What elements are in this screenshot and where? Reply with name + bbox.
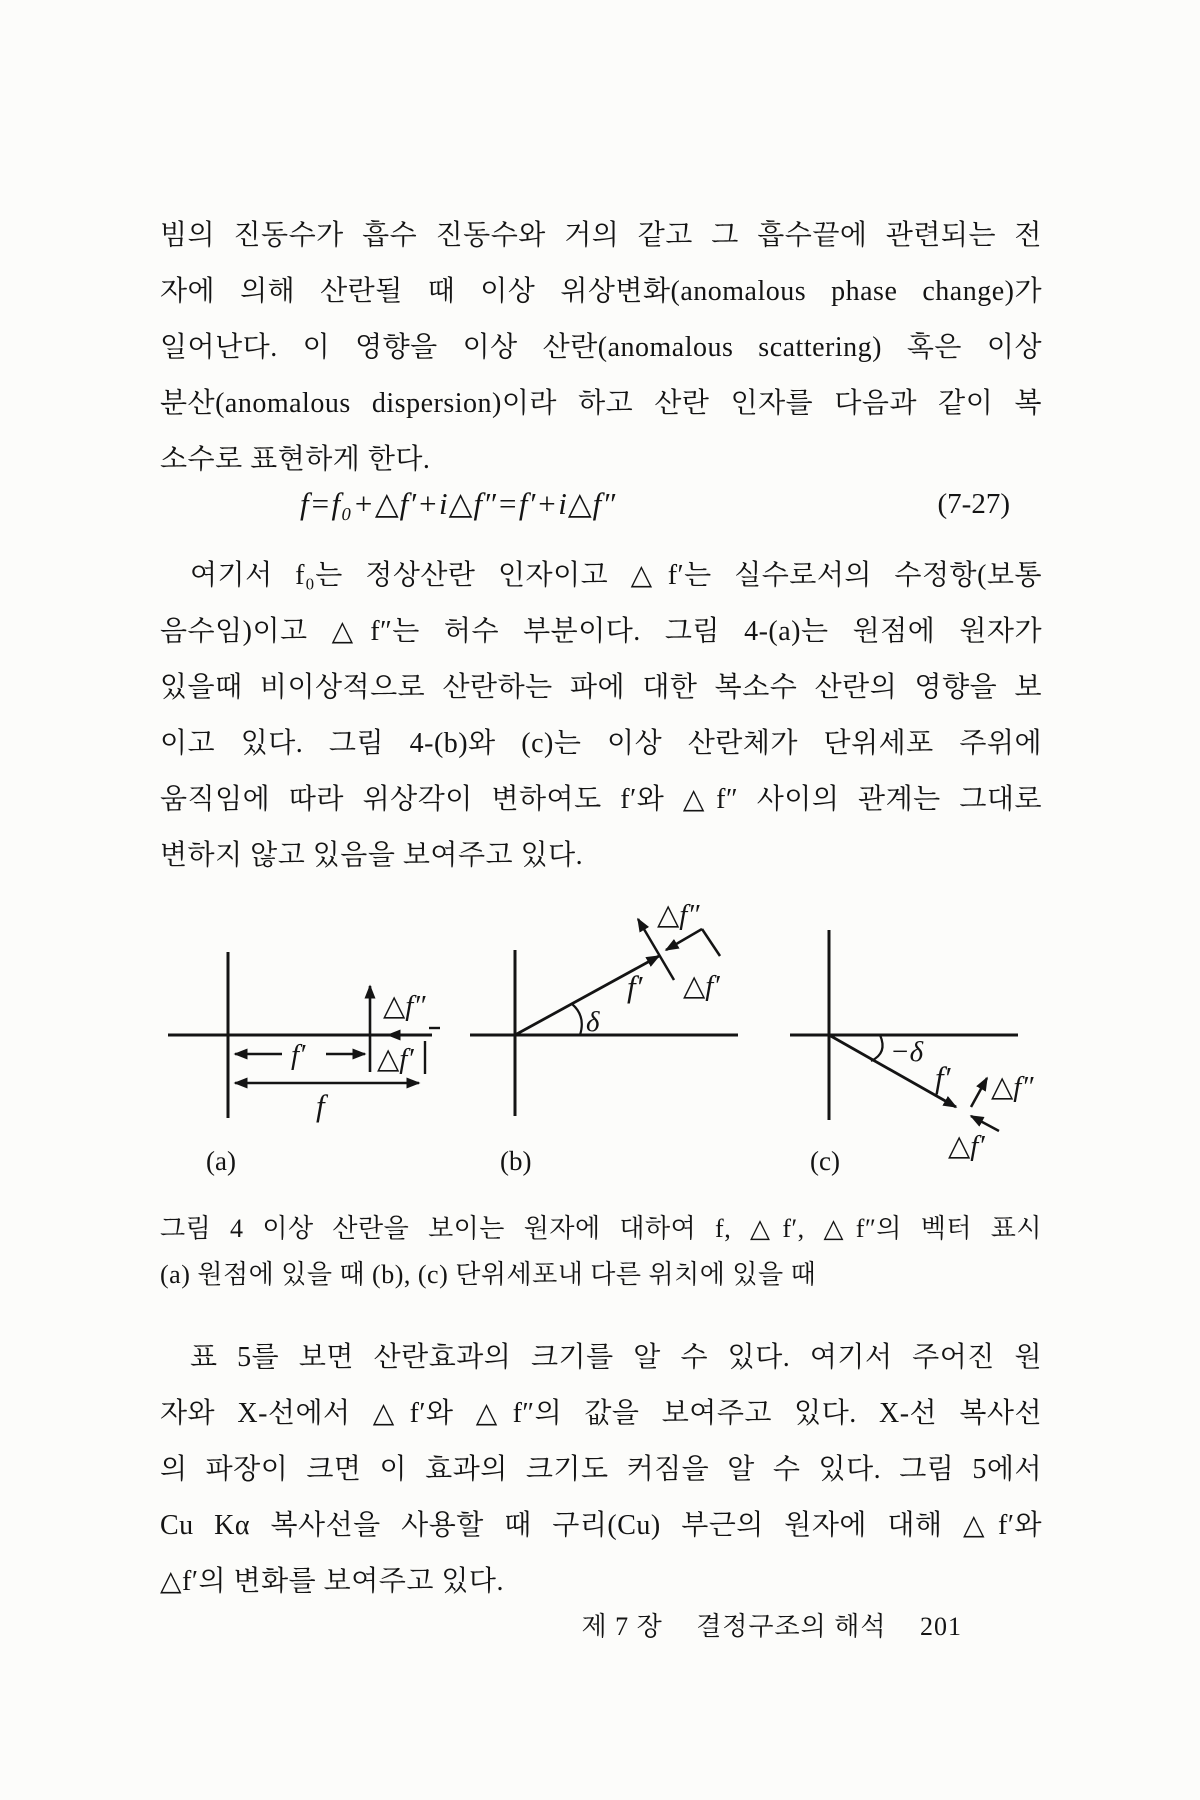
delta-arc — [572, 1004, 582, 1035]
text-line: △f′의 변화를 보여주고 있다. — [160, 1566, 504, 1597]
delta-f2-label: △f″ — [991, 1071, 1034, 1103]
delta-f2-label: △f″ — [383, 990, 426, 1022]
paragraph-2 — [160, 548, 1042, 884]
footer-title: 결정구조의 해석 — [696, 1612, 887, 1641]
delta-f2-arrow — [971, 1078, 987, 1107]
text-line: 움직임에 따라 위상각이 변하여도 f′와 △f″ 사이의 관계는 그대로 — [160, 784, 1042, 815]
delta-f1-label: △f′ — [377, 1043, 414, 1075]
footer-page-number: 201 — [920, 1612, 962, 1641]
figure-4 — [140, 862, 1100, 1180]
text-line: 자와 X-선에서 △f′와 △f″의 값을 보여주고 있다. X-선 복사선 — [160, 1398, 1042, 1429]
text-line: 의 파장이 크면 이 효과의 크기도 커짐을 알 수 있다. 그림 5에서 — [160, 1454, 1042, 1485]
text-line: 음수임)이고 △f″는 허수 부분이다. 그림 4-(a)는 원점에 원자가 — [160, 616, 1042, 647]
text-line: 있을때 비이상적으로 산란하는 파에 대한 복소수 산란의 영향을 보 — [160, 672, 1042, 703]
equation-formula: f=f₀+△f′+i△f″=f′+i△f″ — [300, 486, 617, 521]
delta-f1-arrow — [971, 1116, 999, 1131]
delta-label: δ — [586, 1006, 600, 1038]
figure-4-svg — [140, 862, 1100, 1180]
paragraph-1 — [160, 208, 1042, 488]
minus-delta-arc — [871, 1035, 883, 1061]
delta-f1-arrow — [666, 929, 702, 950]
minus-delta-label: −δ — [890, 1036, 924, 1068]
panel-a-label: (a) — [206, 1146, 236, 1176]
footer-chapter: 제 7 장 — [581, 1612, 663, 1641]
paragraph-3 — [160, 1330, 1042, 1610]
figure-panel-c — [790, 930, 1034, 1176]
text-line: 분산(anomalous dispersion)이라 하고 산란 인자를 다음과 같이 복 — [160, 388, 1042, 419]
text-line: 일어난다. 이 영향을 이상 산란(anomalous scattering) 혹은 이상 — [160, 332, 1042, 363]
delta-f1-label: △f′ — [948, 1130, 985, 1162]
text-line: 자에 의해 산란될 때 이상 위상변화(anomalous phase change)가 — [160, 276, 1042, 307]
panel-c-label: (c) — [810, 1146, 840, 1176]
text-line: Cu Kα 복사선을 사용할 때 구리(Cu) 부근의 원자에 대해 △f′와 — [160, 1510, 1042, 1541]
text-line: 표 5를 보면 산란효과의 크기를 알 수 있다. 여기서 주어진 원 — [190, 1342, 1042, 1373]
text-line: 이고 있다. 그림 4-(b)와 (c)는 이상 산란체가 단위세포 주위에 — [160, 728, 1042, 759]
text-line: 여기서 f₀는 정상산란 인자이고 △f′는 실수로서의 수정항(보통 — [190, 560, 1042, 591]
delta-f1-label: △f′ — [683, 970, 720, 1002]
f-prime-label: f′ — [627, 969, 643, 1004]
f-prime-label: f′ — [291, 1039, 306, 1071]
figure-panel-a — [168, 952, 440, 1176]
tick-mark — [702, 929, 720, 956]
figure-panel-b — [470, 899, 738, 1176]
f-label: f — [316, 1088, 325, 1123]
text-line: 변하지 않고 있음을 보여주고 있다. — [160, 840, 584, 871]
caption-line: (a) 원점에 있을 때 (b), (c) 단위세포내 다른 위치에 있을 때 — [160, 1260, 817, 1289]
page-footer — [160, 1606, 962, 1643]
equation-number: (7-27) — [937, 487, 1010, 520]
figure-caption — [160, 1206, 1042, 1298]
delta-f2-label: △f″ — [657, 899, 700, 931]
text-line: 빔의 진동수가 흡수 진동수와 거의 같고 그 흡수끝에 관련되는 전 — [160, 220, 1042, 251]
caption-line: 그림 4 이상 산란을 보이는 원자에 대하여 f, △f′, △f″의 벡터 표시 — [160, 1214, 1042, 1243]
f-prime-label: f′ — [935, 1060, 951, 1095]
text-line: 소수로 표현하게 한다. — [160, 444, 431, 475]
panel-b-label: (b) — [500, 1146, 532, 1176]
equation-row — [160, 476, 1040, 532]
